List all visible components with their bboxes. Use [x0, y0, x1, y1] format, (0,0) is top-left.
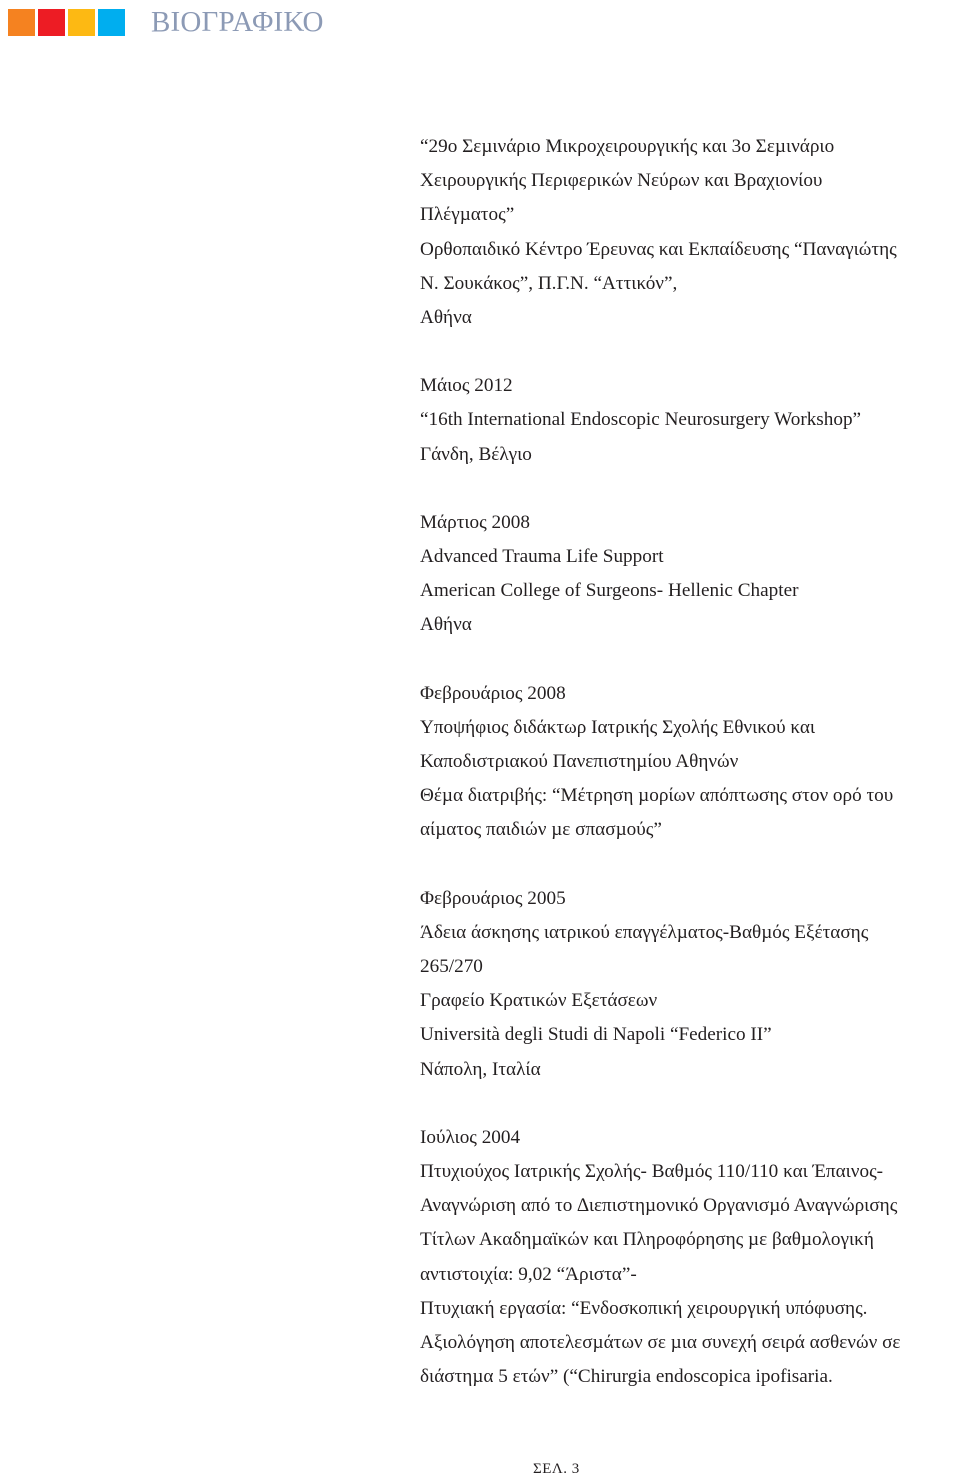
logo-square-orange [8, 9, 35, 36]
logo-square-yellow [68, 9, 95, 36]
cv-entry [420, 369, 960, 472]
page-header [8, 6, 324, 38]
entry-text-line: Università degli Studi di Napoli “Federico II” [420, 1024, 772, 1046]
entry-date: Φεβρουάριος 2008 [420, 682, 566, 704]
logo-square-red [38, 9, 65, 36]
entry-text-line: Αθήνα [420, 307, 472, 329]
entry-text-line: Καποδιστριακού Πανεπιστηµίου Αθηνών [420, 751, 739, 773]
entry-text-line: Αθήνα [420, 614, 472, 636]
cv-entry [420, 130, 960, 335]
cv-entry [420, 882, 960, 1087]
cv-entry [420, 1121, 960, 1395]
entry-text-line: Άδεια άσκησης ιατρικού επαγγέλµατος-Βαθµός Εξέτασης [420, 921, 869, 943]
entry-date: Μάιος 2012 [420, 375, 513, 397]
logo-squares-icon [8, 9, 125, 36]
logo-square-blue [98, 9, 125, 36]
entry-text-line: Αναγνώριση από το ∆ιεπιστηµονικό Οργανισµό Αναγνώρισης [420, 1195, 898, 1217]
entry-text-line: Advanced Trauma Life Support [420, 546, 664, 568]
entry-text-line: Αξιολόγηση αποτελεσµάτων σε µια συνεχή σειρά ασθενών σε [420, 1332, 901, 1354]
entry-text-line: Τίτλων Ακαδηµαϊκών και Πληροφόρησης µε βαθµολογική [420, 1229, 874, 1251]
page-number: ΣΕΛ. 3 [533, 1461, 580, 1477]
entry-text-line: αντιστοιχία: 9,02 “Άριστα”- [420, 1263, 637, 1285]
cv-entry [420, 677, 960, 848]
entry-text-line: Υποψήφιος διδάκτωρ Ιατρικής Σχολής Εθνικού και [420, 716, 816, 738]
entry-text-line: 265/270 [420, 956, 483, 978]
entry-text-line: Θέµα διατριβής: “Μέτρηση µορίων απόπτωσης στον ορό του [420, 785, 894, 807]
entry-date: Φεβρουάριος 2005 [420, 887, 566, 909]
cv-content [420, 130, 960, 1429]
entry-text-line: “16th International Endoscopic Neurosurgery Workshop” [420, 409, 862, 431]
entry-text-line: “29ο Σεµινάριο Μικροχειρουργικής και 3ο Σεµινάριο [420, 136, 835, 157]
entry-date: Μάρτιος 2008 [420, 511, 530, 533]
entry-text-line: Πτυχιακή εργασία: “Ενδοσκοπική χειρουργική υπόφυσης. [420, 1297, 868, 1319]
entry-text-line: Γάνδη, Βέλγιο [420, 443, 532, 465]
entry-text-line: αίµατος παιδιών µε σπασµούς” [420, 819, 662, 841]
entry-text-line: διάστηµα 5 ετών” (“Chirurgia endoscopica ipofisaria. [420, 1366, 833, 1388]
entry-date: Ιούλιος 2004 [420, 1126, 521, 1148]
cv-entry [420, 506, 960, 643]
entry-text-line: Ορθοπαιδικό Κέντρο Έρευνας και Εκπαίδευσης “Παναγιώτης [420, 238, 897, 260]
entry-text-line: Πλέγµατος” [420, 204, 515, 226]
entry-text-line: Χειρουργικής Περιφερικών Νεύρων και Βραχιονίου [420, 170, 823, 192]
entry-text-line: American College of Surgeons- Hellenic Chapter [420, 580, 799, 602]
entry-text-line: Ν. Σουκάκος”, Π.Γ.Ν. “Αττικόν”, [420, 272, 678, 294]
entry-text-line: Γραφείο Κρατικών Εξετάσεων [420, 990, 658, 1012]
page-title: ΒΙΟΓΡΑΦΙΚΟ [151, 6, 324, 38]
entry-text-line: Πτυχιούχος Ιατρικής Σχολής- Βαθµός 110/110 και Έπαινος- [420, 1161, 884, 1183]
entry-text-line: Νάπολη, Ιταλία [420, 1058, 541, 1080]
